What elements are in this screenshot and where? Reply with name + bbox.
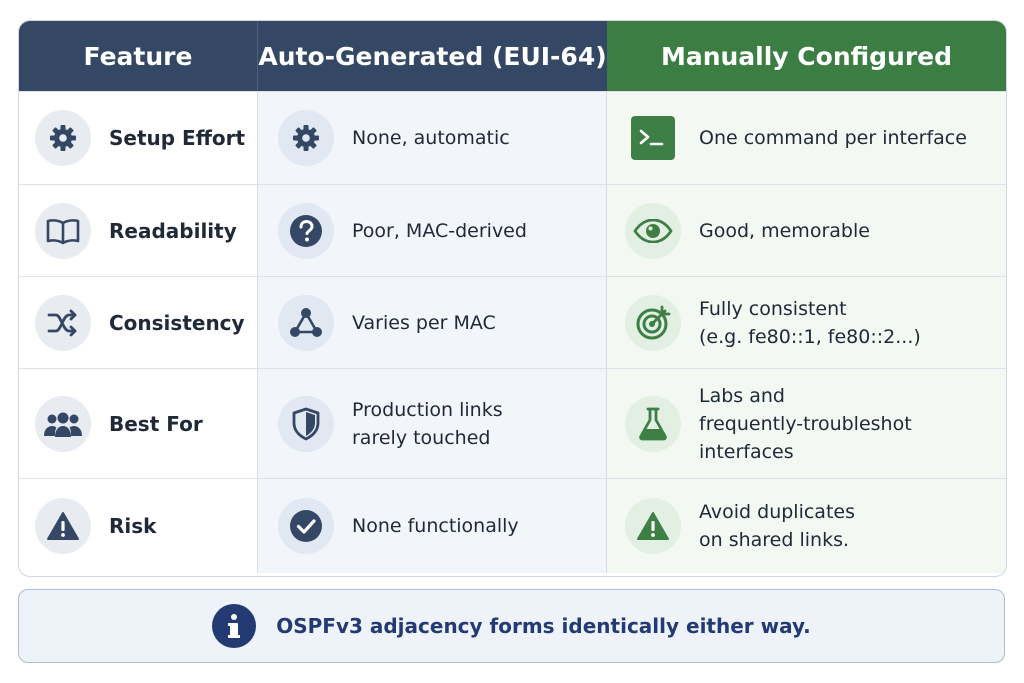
note-text: OSPFv3 adjacency forms identically either way. (276, 614, 811, 638)
manual-value: Fully consistent (e.g. fe80::1, fe80::2...) (699, 297, 921, 348)
row-setup-effort-auto (258, 91, 607, 184)
question-icon (278, 203, 334, 259)
manual-value: Avoid duplicates on shared links. (699, 501, 855, 551)
terminal-icon (631, 116, 675, 160)
feature-label: Readability (109, 218, 237, 243)
row-risk-feature (19, 478, 258, 573)
auto-value: Varies per MAC (352, 311, 496, 334)
check-icon (278, 498, 334, 554)
book-icon (35, 203, 91, 259)
row-readability-auto (258, 184, 607, 276)
feature-label: Setup Effort (109, 126, 246, 150)
info-icon (212, 604, 256, 648)
flask-icon (625, 396, 681, 452)
row-setup-effort-manual (607, 91, 1006, 184)
eye-icon (625, 203, 681, 259)
row-best-for-feature (19, 368, 258, 478)
comparison-table (18, 20, 1007, 577)
shuffle-icon (35, 295, 91, 351)
feature-label: Risk (109, 514, 157, 538)
auto-value: None, automatic (352, 127, 510, 149)
manual-value: Labs and frequently-troubleshot interfaces (699, 384, 912, 463)
gear-icon (35, 110, 91, 166)
manual-value: One command per interface (699, 127, 967, 149)
network-icon (278, 295, 334, 351)
row-consistency-feature (19, 276, 258, 368)
row-consistency-manual (607, 276, 1006, 368)
row-best-for-manual (607, 368, 1006, 478)
row-risk-auto (258, 478, 607, 573)
feature-label: Best For (109, 411, 203, 436)
gear-icon (278, 110, 334, 166)
info-note (18, 589, 1005, 663)
target-icon (625, 295, 681, 351)
row-risk-manual (607, 478, 1006, 573)
warning-icon (625, 498, 681, 554)
auto-value: Production links rarely touched (352, 398, 503, 449)
feature-label: Consistency (109, 310, 245, 335)
row-setup-effort-feature (19, 91, 258, 184)
manual-value: Good, memorable (699, 219, 870, 242)
row-best-for-auto (258, 368, 607, 478)
header-manually-configured: Manually Configured (607, 21, 1006, 91)
row-readability-feature (19, 184, 258, 276)
header-auto-generated: Auto-Generated (EUI-64) (258, 21, 607, 91)
row-consistency-auto (258, 276, 607, 368)
warning-icon (35, 498, 91, 554)
row-readability-manual (607, 184, 1006, 276)
auto-value: None functionally (352, 515, 519, 537)
users-icon (35, 396, 91, 452)
shield-icon (278, 396, 334, 452)
auto-value: Poor, MAC-derived (352, 219, 527, 242)
header-feature: Feature (19, 21, 258, 91)
